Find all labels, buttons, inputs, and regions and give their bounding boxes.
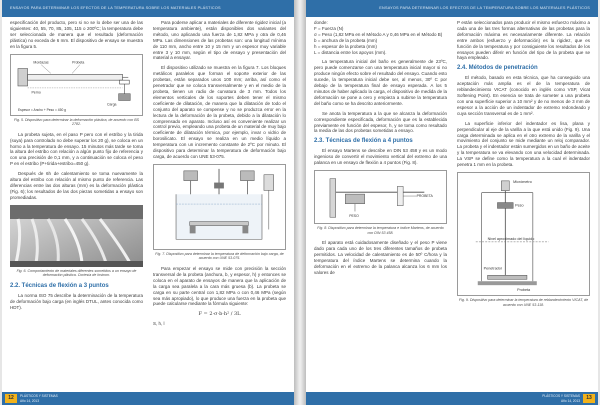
section-heading: 2.2. Técnicas de flexión a 3 puntos	[10, 282, 109, 289]
binding-gutter	[294, 0, 306, 405]
right-page	[306, 0, 598, 405]
list-item: h = espesor de la probeta (mm)	[314, 43, 377, 49]
figure-5	[10, 54, 143, 116]
page-footer	[306, 392, 598, 405]
journal-title: PLÁSTICOS Y SISTEMAS	[542, 394, 580, 398]
left-page	[2, 0, 294, 405]
fig9-label: Micrómetro	[513, 179, 532, 184]
page-number: 12	[5, 394, 17, 403]
fig9-label: Penetrador	[483, 266, 503, 271]
list-title: donde:	[314, 20, 328, 25]
fig9-label: Peso	[515, 203, 524, 208]
paragraph: Para empezar el ensayo se mide con precisión la sección transversal de la probeta (anchura, b, y espesor, h) y entonces se coloca en el aparato de ensayos de manera que la aplicación de la carga sea paralela a la cara más gruesa (b). La probeta se carga en su parte central con 1,82 MPa o con 0,46 MPa (según sea más apropiado), lo que produce una fuerza en la probeta que puede calcularse mediante la fórmula siguiente:	[153, 266, 286, 307]
figure-6	[10, 205, 143, 267]
fig5-label: Perno	[31, 90, 41, 95]
fig9-label: Probeta	[517, 288, 531, 293]
vicat-apparatus-diagram	[458, 173, 589, 295]
running-header: ENSAYOS PARA DETERMINAR LOS EFECTOS DE LA TEMPERATURA SOBRE LOS MATERIALES PLÁSTICOS	[2, 0, 294, 17]
left-column-1	[10, 20, 143, 389]
creep-photo	[10, 205, 143, 267]
figure-caption: Fig. 5. Dispositivo para determinar la deformación plástica, de acuerdo con BS 2782.	[13, 117, 140, 127]
running-header: ENSAYOS PARA DETERMINAR LOS EFECTOS DE LA TEMPERATURA SOBRE LOS MATERIALES PLÁSTICOS	[306, 0, 598, 17]
figure-8	[314, 170, 447, 224]
paragraph: La probeta sujeta, en el paso P pero con el estribo y la tirida (suya) para controlado no debe superar los 20 g), se coloca en un horno a la temperatura de ensayo. 15 minutos más tarde se toma la altura del estribo con relación a algún punto fijo de referencia y con una precisión de 0,1 mm, y a continuación se coloca el peso P en el estribo (P+tirida+estribo=450 g).	[10, 131, 143, 167]
paragraph: La temperatura inicial del baño es generalmente de 23ºC, pero puede comenzarse con una temperatura inicial mayor si no produce ningún efecto sobre el resultado del ensayo. Cuando esto sucede, la temperatura inicial debe ser, al menos, 30º C por debajo de la temperatura final de ensayo esperada. A los 5 minutos de haber aplicado la carga, el dispositivo de medida de la deformación se pone a cero y empieza a subirse la temperatura del baño como se ha descrito anteriormente.	[314, 59, 447, 106]
list-item: L = distancia entre los apoyos (mm).	[314, 49, 387, 55]
paragraph: Para poderse aplicar a materiales de diferente rigidez inicial (a temperatura ambiente), están disponibles dos variantes del método, uno aplicando una fuerza de 1,82 MPa y otra de 0,46 MPa. Las dimensiones de las probetas son: una longitud mínima de 110 mm, ancho entre 10 y 15 mm y un espesor muy variable entre 3 y 10 mm, según el tipo de ensayo y presentación del material a ensayar.	[153, 20, 286, 61]
paragraph: La superficie inferior del indentador es lisa, plana y perpendicular al eje de la varilla a la que está unido (Fig. 9). Una carga determinada se aplica en el otro extremo de la varilla y el movimiento del conjunto se mide mediante un reloj comparador. La probeta y el indentador están sumergidos en un baño de aceite y la temperatura se va elevando con una velocidad determinada. La VSP se define como la temperatura a la cual el indentador penetra 1 mm en la probeta.	[457, 120, 590, 168]
list-item: b = anchura de la probeta (mm)	[314, 37, 378, 43]
fig5-label: Carga	[106, 101, 117, 106]
variable-list	[314, 20, 447, 55]
fig5-label: Mordazas	[33, 60, 49, 65]
journal-title: PLÁSTICOS Y SISTEMAS	[20, 394, 58, 398]
fig8-label: PESO	[349, 214, 359, 219]
page-number: 13	[583, 394, 595, 403]
fig9-label: Nivel aproximado del líquido	[487, 236, 535, 241]
paragraph: La norma ISO 75 describe la determinación de la temperatura de deformación bajo carga (en inglés DTUL, antes conocida como HDT).	[10, 292, 143, 310]
journal-issue: Año 14, 2013	[561, 398, 580, 403]
fig8-label: PROBETA	[416, 194, 433, 199]
figure-9	[457, 172, 590, 296]
paragraph: El aparato está cuidadosamente diseñado y el peso P viene dado para cada uno de los tres diferentes tamaños de probeta permitidos. La velocidad de calentamiento es de 50º C/hora y la temperatura del índice Martens se determina cuando la deformación en el extremo de la palanca alcanza los 6 mm los valores de	[314, 240, 447, 275]
dtul-apparatus-diagram	[154, 165, 285, 249]
paragraph: El método, basado en esta técnica, que ha conseguido una aceptación más amplia es el de la temperatura de reblandecimiento VICAT (conocido en inglés como VSP, Vicat Softening Point). En esencia se trata de someter a una probeta con una superficie superior a 10 mm² y de no menos de 3 mm de espesor a la acción de un indentador de extremo redondeado y cuya sección transversal es de 1 mm².	[457, 75, 590, 116]
paragraph: El dispositivo utilizado se muestra en la figura 7. Los bloques metálicos paralelos que forman el soporte exterior de las probetas, están separados unos 100 mm; arriba, así como el penetrador que se coloca transversalmente y en el medio de la probeta, tienen un radio de curvatura de 3 mm. Todos los elementos verticales de los soportes deben tener el mismo coeficiente de dilatación, de manera que la dilatación de todo el conjunto del aparato se compense y no se produzca error en la lectura de la deformación de la probeta, debido a la dilatación lo comprensado en aparato. Incluso así es conveniente realizar un control previo, empleando una probeta de un material de muy bajo coeficiente de dilatación térmica, por ejemplo, invar o vidrio de borosilicato. El ensayo se realiza en un medio líquido a temperatura con un incremento constante de 2ºC por minuto. El dispositivo para determinar la temperatura de deformación bajo carga, de acuerdo con UNE 53-075.	[153, 65, 286, 159]
list-item: F = Fuerza (N)	[314, 25, 344, 31]
section-heading: 2.4. Métodos de penetración	[457, 65, 538, 72]
journal-reference	[20, 394, 58, 403]
right-column-1	[314, 20, 447, 389]
paragraph: especificación del producto, pero si no se lo debe ser una de las siguientes: 40, 55, 70, 85, 105, 115 o 200ºC; la temperatura debe ser seleccionada de manera que el resultado (deformación plástica) no exceda de 6 mm. El dispositivo de ensayo se muestra en la figura 5.	[10, 20, 143, 49]
left-column-2	[153, 20, 286, 389]
paragraph: Se anota la temperatura a la que se alcanza la deformación correspondiente especificada, deformación que es la establecida previamente en función del espesor, h, y se toma como resultado la media de las dos probetas sometidas a ensayo.	[314, 110, 447, 134]
journal-reference	[542, 394, 580, 403]
formula-variables: S, h, l	[153, 321, 165, 327]
figure-caption: Fig. 9. Dispositivo para determinar la temperatura de reblandecimiento VICAT, de acuerdo con UNE 53-118.	[458, 297, 589, 307]
paragraph: El ensayo Martens se describe en DIN 53 458 y es un modo ingenioso de convertir el movimiento vertical del extremo de una palanca en un ensayo de flexión a 4 puntos (Fig. 8).	[314, 148, 447, 166]
martens-apparatus-diagram	[315, 171, 446, 223]
paragraph: P están seleccionados para producir el mismo esfuerzo máximo a cada una de las tres formas alternativas de las probetas para la deformación máxima es necesariamente diferente. La relación entre ambos (esfuerzo y deformación) es la rigidez, que es función de la temperatura y por consiguiente los resultados de los ensayos pueden diferir en función del tipo de la probeta que se haya empleado.	[457, 20, 590, 61]
figure-caption: Fig. 7. Dispositivo para determinar la temperatura de deformación bajo carga, de acuerdo con UNE 53-075.	[155, 251, 284, 261]
fig5-label: Probeta	[72, 60, 85, 65]
paragraph: Después de 6h de calentamiento se toma nuevamente la altura del estribo con relación al mismo punto de referencia. Las diferencias entre las dos alturas (mm) es la deformación plástica (Fig. 6); los resultados de las dos piezas sometidas a ensayo son promediadas.	[10, 171, 143, 200]
formula: F = 2·σ·b·h² / 3L	[198, 311, 241, 318]
section-heading: 2.3. Técnicas de flexión a 4 puntos	[314, 138, 413, 145]
fig5-label: Espesor = Ancho + Peso = 450 g	[17, 107, 67, 112]
page-footer	[2, 392, 294, 405]
journal-issue: Año 14, 2013	[20, 398, 39, 403]
deformation-diagram	[11, 55, 142, 115]
list-item: σ = Peso (1,82 MPa en el Método A y 0,46 MPa en el Método B)	[314, 31, 443, 37]
figure-caption: Fig. 8. Dispositivo para determinar la temperatura e índice Martens, de acuerdo con DIN 53 458.	[317, 226, 444, 235]
right-column-2	[457, 20, 590, 389]
figure-caption: Fig. 6. Comportamiento de materiales diferentes sometidos a un ensayo de deformación plástica. Cortesía de Instrom.	[16, 268, 137, 278]
figure-7	[153, 164, 286, 250]
